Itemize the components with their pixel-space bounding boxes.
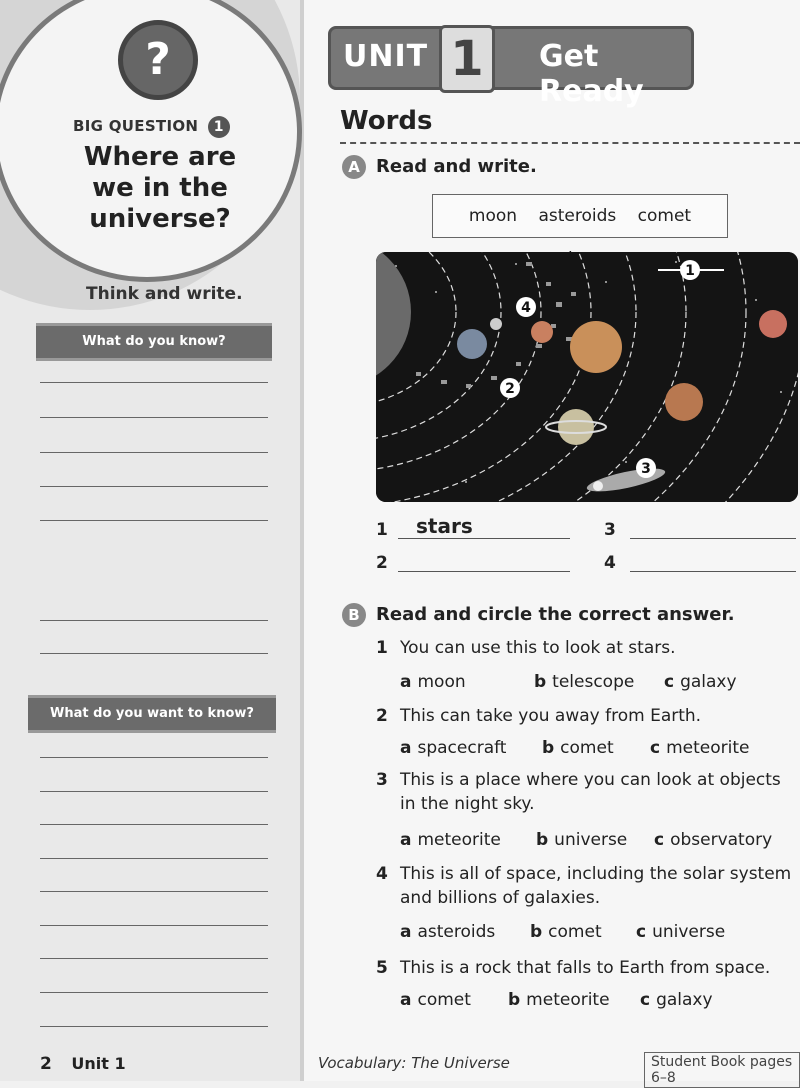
option[interactable]: a moon <box>400 672 466 692</box>
word-bank <box>432 194 728 238</box>
option[interactable]: c universe <box>636 922 726 942</box>
know-write-line[interactable] <box>40 382 268 383</box>
option[interactable]: c galaxy <box>664 672 737 692</box>
main-page <box>304 0 800 1086</box>
exercise-a-instruction: Read and write. <box>376 156 537 177</box>
answer-line[interactable] <box>630 571 796 572</box>
what-do-you-want-to-know-banner: What do you want to know? <box>28 695 276 733</box>
solar-system-illustration <box>376 252 798 502</box>
big-question-number: 1 <box>208 116 230 138</box>
option[interactable]: b telescope <box>534 672 635 692</box>
option[interactable]: b comet <box>530 922 602 942</box>
what-do-you-know-banner: What do you know? <box>36 323 272 361</box>
question-mark-icon: ? <box>118 20 198 100</box>
option[interactable]: b comet <box>542 738 614 758</box>
option[interactable]: a meteorite <box>400 830 501 850</box>
know-write-line[interactable] <box>40 417 268 418</box>
unit-word: UNIT <box>343 39 429 74</box>
big-question-text: Where are we in the universe? <box>83 142 237 234</box>
student-book-pages: Student Book pages 6–8 <box>644 1052 800 1088</box>
want-write-line[interactable] <box>40 925 268 926</box>
answer-line[interactable] <box>630 538 796 539</box>
exercise-a-marker: A <box>342 155 366 179</box>
know-write-line[interactable] <box>40 452 268 453</box>
page-footer-left <box>40 1054 126 1074</box>
question-number: 5 <box>376 958 388 978</box>
know-write-line[interactable] <box>40 620 268 621</box>
question-text: This is all of space, including the solar system and billions of galaxies. <box>400 864 792 908</box>
answer-number: 4 <box>604 553 616 573</box>
answer-number: 2 <box>376 553 388 573</box>
solar-system-drawing <box>376 252 798 502</box>
answer-number: 3 <box>604 520 616 540</box>
option[interactable]: a spacecraft <box>400 738 507 758</box>
want-write-line[interactable] <box>40 891 268 892</box>
section-heading: Words <box>340 106 433 136</box>
sidebar <box>0 0 304 1081</box>
want-write-line[interactable] <box>40 757 268 758</box>
option[interactable]: b universe <box>536 830 628 850</box>
want-write-line[interactable] <box>40 858 268 859</box>
picture-label: 2 <box>505 381 515 397</box>
answer-line <box>398 538 570 539</box>
think-and-write-label: Think and write. <box>86 284 243 304</box>
answer-line[interactable] <box>398 571 570 572</box>
word-bank-item: moon <box>468 206 518 226</box>
want-write-line[interactable] <box>40 1026 268 1027</box>
exercise-b-marker: B <box>342 603 366 627</box>
footer-topic: Vocabulary: The Universe <box>318 1054 510 1072</box>
question-text: This can take you away from Earth. <box>400 706 702 726</box>
big-question-label-text: BIG QUESTION <box>73 117 199 135</box>
know-write-line[interactable] <box>40 486 268 487</box>
unit-number: 1 <box>439 25 495 93</box>
unit-label: Unit 1 <box>71 1054 126 1073</box>
question-number: 1 <box>376 638 388 658</box>
picture-label: 1 <box>685 263 695 279</box>
option[interactable]: a asteroids <box>400 922 496 942</box>
question-number: 2 <box>376 706 388 726</box>
question-text: You can use this to look at stars. <box>400 638 676 658</box>
want-write-line[interactable] <box>40 791 268 792</box>
know-write-line[interactable] <box>40 653 268 654</box>
know-write-line[interactable] <box>40 520 268 521</box>
question-text: This is a place where you can look at objects in the night sky. <box>400 770 781 814</box>
page-number: 2 <box>40 1054 52 1074</box>
option[interactable]: c observatory <box>654 830 773 850</box>
want-write-line[interactable] <box>40 992 268 993</box>
exercise-b-instruction: Read and circle the correct answer. <box>376 604 735 625</box>
option[interactable]: b meteorite <box>508 990 610 1010</box>
word-bank-item: asteroids <box>538 206 617 226</box>
big-question-label <box>73 116 230 138</box>
option[interactable]: a comet <box>400 990 471 1010</box>
option[interactable]: c galaxy <box>640 990 713 1010</box>
option[interactable]: c meteorite <box>650 738 750 758</box>
section-divider <box>340 142 800 144</box>
word-bank-item: comet <box>637 206 692 226</box>
unit-banner <box>328 26 694 109</box>
want-write-line[interactable] <box>40 824 268 825</box>
question-number: 4 <box>376 864 388 884</box>
question-number: 3 <box>376 770 388 790</box>
question-text: This is a rock that falls to Earth from space. <box>400 958 771 978</box>
picture-label: 3 <box>641 461 651 477</box>
answer-number: 1 <box>376 520 388 540</box>
picture-label: 4 <box>521 300 531 316</box>
want-write-line[interactable] <box>40 958 268 959</box>
answer-field[interactable]: stars <box>416 514 473 538</box>
unit-title: Get Ready <box>539 39 644 109</box>
